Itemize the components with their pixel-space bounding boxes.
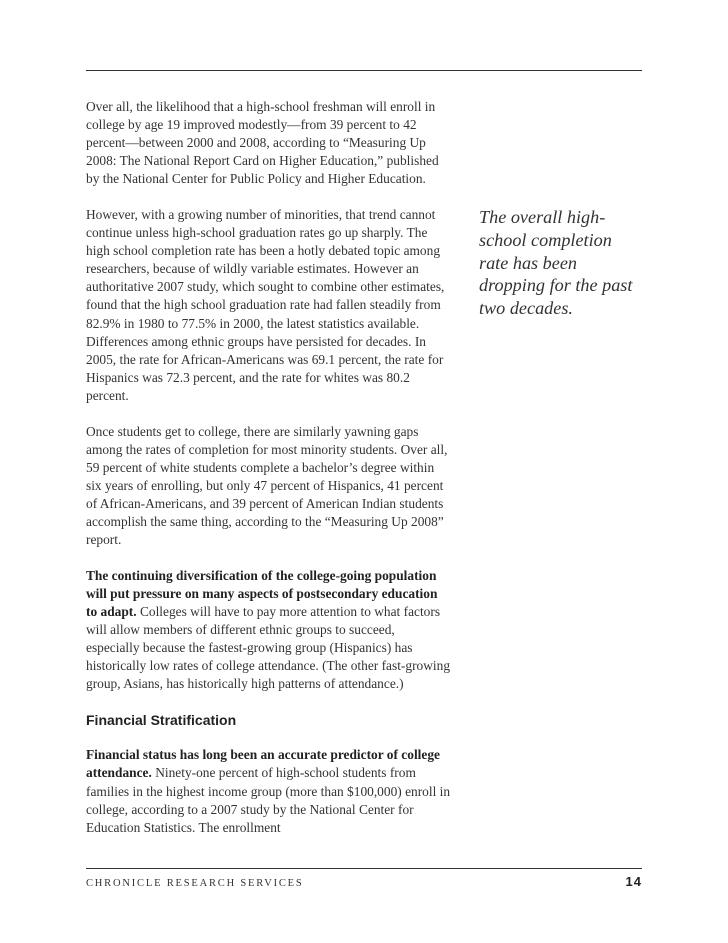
pull-quote: The overall high-school completion rate has been dropping for the past two decades. [479, 207, 633, 319]
paragraph-completion-gaps: Once students get to college, there are similarly yawning gaps among the rates of completion for most minority students. Over all, 59 percent of white students complete a bachelor’s degree within six years of enrolling, but only 47 percent of Hispanics, 41 percent of African-Americans, and 39 percent of American Indian students accomplish the same thing, according to the “Measuring Up 2008” report. [86, 423, 448, 548]
footer-rule [86, 868, 642, 869]
paragraph-graduation-rates: However, with a growing number of minorities, that trend cannot continue unless high-school graduation rates go up sharply. The high school completion rate has been a hotly debated topic among researchers, because of wildly variable estimates. However an authoritative 2007 study, which sought to combine other estimates, found that the high school graduation rate had fallen steadily from 82.9% in 1980 to 77.5% in 2000, the latest statistics available. Differences among ethnic groups have persisted for decades. In 2005, the rate for African-Americans was 69.1 percent, the rate for Hispanics was 72.3 percent, and the rate for whites was 80.2 percent. [86, 207, 445, 403]
paragraph-enrollment-likelihood: Over all, the likelihood that a high-school freshman will enroll in college by age 19 improved modestly—from 39 percent to 42 percent—between 2000 and 2008, according to “Measuring Up 2008: The National Report Card on Higher Education,” published by the National Center for Public Policy and Higher Education. [86, 99, 439, 187]
footer-publisher-label: CHRONICLE RESEARCH SERVICES [86, 878, 304, 889]
paragraph-body-financial-status: Ninety-one percent of high-school students from families in the highest income group (more than $100,000) enroll in college, according to a 2007 study by the National Center for Education Statistics. The enrollment [86, 765, 451, 835]
paragraph-financial-status [86, 746, 451, 836]
main-column [86, 98, 451, 855]
paragraph-lead-financial-status: Financial status has long been an accurate predictor of college attendance. [86, 747, 440, 781]
top-rule [86, 70, 642, 71]
paragraph-body-diversification: Colleges will have to pay more attention to what factors will allow members of different ethnic groups to succeed, especially because the fastest-growing group (Hispanics) has historically low rates of college attendance. (The other fast-growing group, Asians, has historically high patterns of attendance.) [86, 604, 451, 692]
section-heading-financial-stratification: Financial Stratification [86, 712, 237, 729]
page-number: 14 [625, 874, 642, 889]
paragraph-diversification [86, 567, 451, 693]
paragraph-lead-diversification: The continuing diversification of the college-going population will put pressure on many aspects of postsecondary education to adapt. [86, 568, 438, 620]
